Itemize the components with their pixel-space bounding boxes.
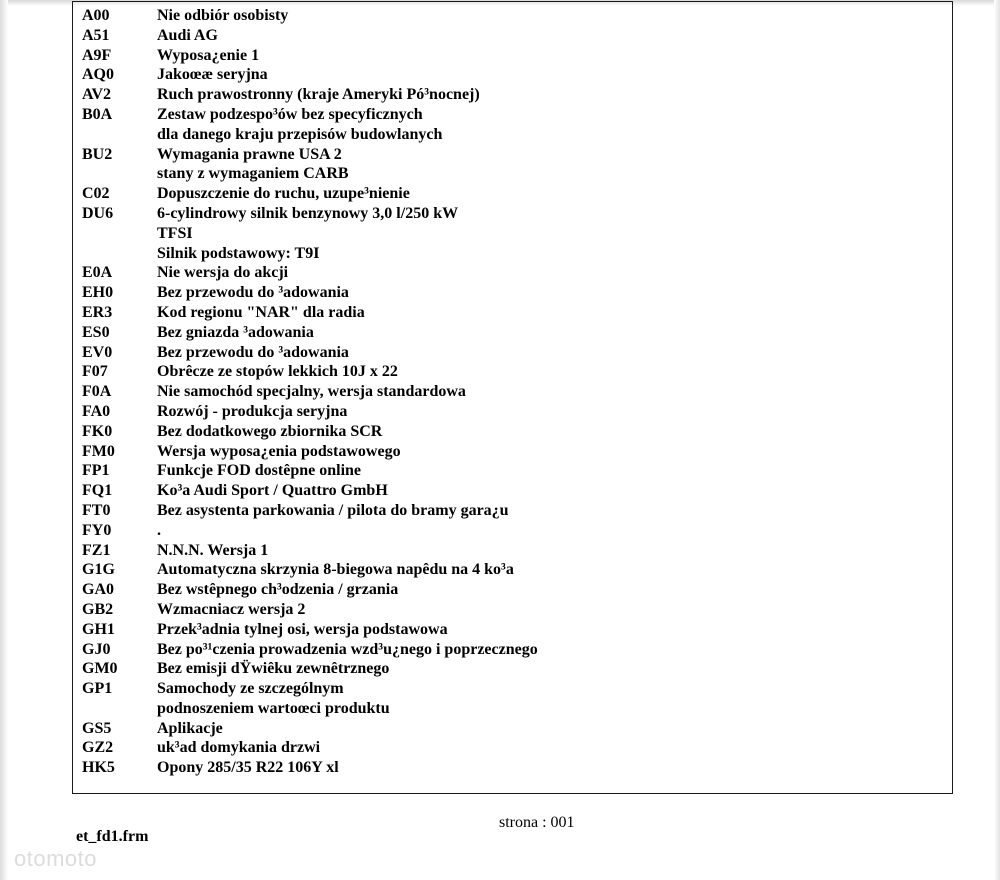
option-code: F0A (82, 383, 112, 401)
description-line: Ruch prawostronny (kraje Ameryki Pó³nocnej) (157, 86, 480, 104)
description-line: Wzmacniacz wersja 2 (157, 600, 306, 618)
filename-footer: et_fd1.frm (76, 828, 149, 845)
option-code: F07 (82, 363, 108, 381)
option-description (157, 560, 514, 580)
option-code: HK5 (82, 759, 115, 777)
option-code: ER3 (82, 303, 113, 321)
list-item (82, 184, 538, 204)
option-code: DU6 (82, 204, 114, 222)
list-item (82, 640, 538, 660)
list-item (82, 382, 538, 402)
description-line: Jakoœæ seryjna (157, 66, 268, 84)
description-line: dla danego kraju przepisów budowlanych (157, 125, 443, 143)
option-description (157, 402, 347, 422)
option-code: A51 (82, 26, 110, 44)
list-item (82, 738, 538, 758)
option-code: E0A (82, 264, 113, 282)
option-code: AV2 (82, 86, 112, 104)
option-description (157, 382, 466, 402)
description-line: Wymagania prawne USA 2 (157, 145, 342, 163)
description-line: Zestaw podzespo³ów bez specyficznych (157, 105, 423, 123)
description-line: Bez wstêpnego ch³odzenia / grzania (157, 581, 399, 599)
description-line: Bez emisji dŸwiêku zewnêtrznego (157, 660, 390, 678)
page-edge-left (0, 0, 8, 880)
list-item (82, 105, 538, 145)
list-item (82, 323, 538, 343)
option-description (157, 580, 398, 600)
page-number: strona : 001 (499, 814, 575, 831)
option-description (157, 323, 314, 343)
option-code: G1G (82, 561, 115, 579)
option-code: EH0 (82, 284, 114, 302)
option-code: GB2 (82, 600, 114, 618)
option-description (157, 6, 288, 26)
option-code: GA0 (82, 581, 114, 599)
list-item (82, 600, 538, 620)
description-line: Bez po³¹czenia prowadzenia wzd³u¿nego i poprzecznego (157, 640, 538, 658)
description-line: Audi AG (157, 26, 218, 44)
description-line: Aplikacje (157, 719, 223, 737)
description-line: Nie samochód specjalny, wersja standardowa (157, 383, 466, 401)
description-line: podnoszeniem wartoœci produktu (157, 699, 390, 717)
description-line: 6-cylindrowy silnik benzynowy 3,0 l/250 kW (157, 204, 459, 222)
list-item (82, 679, 538, 719)
description-line: Bez dodatkowego zbiornika SCR (157, 422, 383, 440)
description-line: N.N.N. Wersja 1 (157, 541, 269, 559)
description-line: Wersja wyposa¿enia podstawowego (157, 442, 401, 460)
description-line: stany z wymaganiem CARB (157, 165, 349, 183)
option-description (157, 46, 259, 66)
list-item (82, 402, 538, 422)
list-item (82, 26, 538, 46)
list-item (82, 362, 538, 382)
option-description (157, 501, 509, 521)
option-description (157, 422, 382, 442)
description-line: Ko³a Audi Sport / Quattro GmbH (157, 482, 388, 500)
option-code: GS5 (82, 719, 112, 737)
list-item (82, 501, 538, 521)
option-description (157, 600, 305, 620)
page-edge-right (994, 0, 1000, 880)
option-description (157, 184, 410, 204)
description-line: Silnik podstawowy: T9I (157, 244, 320, 262)
option-code: FK0 (82, 422, 113, 440)
option-description (157, 738, 320, 758)
option-description (157, 758, 339, 778)
option-description (157, 679, 390, 719)
list-item (82, 560, 538, 580)
description-line: Wyposa¿enie 1 (157, 46, 260, 64)
list-item (82, 442, 538, 462)
description-line: Obrêcze ze stopów lekkich 10J x 22 (157, 363, 398, 381)
description-line: Przek³adnia tylnej osi, wersja podstawowa (157, 620, 448, 638)
option-code: FY0 (82, 521, 112, 539)
option-code: FA0 (82, 402, 111, 420)
list-item (82, 659, 538, 679)
option-description (157, 263, 288, 283)
option-description (157, 85, 480, 105)
description-line: Bez gniazda ³adowania (157, 323, 314, 341)
option-code: A9F (82, 46, 112, 64)
description-line: . (157, 521, 161, 539)
list-item (82, 541, 538, 561)
list-item (82, 758, 538, 778)
equipment-code-list (82, 6, 538, 778)
list-item (82, 85, 538, 105)
description-line: Kod regionu "NAR" dla radia (157, 303, 365, 321)
option-description (157, 659, 389, 679)
option-description (157, 65, 268, 85)
option-description (157, 640, 538, 660)
description-line: Dopuszczenie do ruchu, uzupe³nienie (157, 185, 410, 203)
option-code: C02 (82, 185, 110, 203)
option-code: AQ0 (82, 66, 114, 84)
option-description (157, 541, 268, 561)
list-item (82, 303, 538, 323)
list-item (82, 283, 538, 303)
description-line: Rozwój - produkcja seryjna (157, 402, 348, 420)
option-description (157, 362, 398, 382)
list-item (82, 145, 538, 185)
option-code: FM0 (82, 442, 115, 460)
list-item (82, 65, 538, 85)
list-item (82, 461, 538, 481)
list-item (82, 719, 538, 739)
list-item (82, 343, 538, 363)
option-code: FP1 (82, 462, 110, 480)
list-item (82, 521, 538, 541)
list-item (82, 620, 538, 640)
description-line: Samochody ze szczególnym (157, 680, 344, 698)
list-item (82, 481, 538, 501)
option-description (157, 26, 218, 46)
option-description (157, 521, 161, 541)
option-description (157, 481, 388, 501)
option-code: A00 (82, 7, 110, 24)
option-description (157, 105, 442, 145)
list-item (82, 204, 538, 263)
option-description (157, 343, 349, 363)
list-item (82, 263, 538, 283)
option-description (157, 461, 361, 481)
option-code: BU2 (82, 145, 113, 163)
option-code: GJ0 (82, 640, 111, 658)
option-code: GH1 (82, 620, 115, 638)
option-description (157, 204, 458, 263)
option-code: GZ2 (82, 739, 114, 757)
description-line: Automatyczna skrzynia 8-biegowa napêdu na 4 ko³a (157, 561, 514, 579)
description-line: Nie wersja do akcji (157, 264, 289, 282)
description-line: Nie odbiór osobisty (157, 7, 289, 24)
option-description (157, 719, 223, 739)
option-description (157, 145, 349, 185)
option-code: FT0 (82, 501, 111, 519)
option-code: GP1 (82, 680, 113, 698)
option-code: FZ1 (82, 541, 111, 559)
option-code: ES0 (82, 323, 110, 341)
description-line: Bez przewodu do ³adowania (157, 284, 349, 302)
list-item (82, 6, 538, 26)
list-item (82, 580, 538, 600)
option-description (157, 442, 401, 462)
option-code: FQ1 (82, 482, 113, 500)
watermark-logo: otomoto (14, 846, 97, 871)
option-code: B0A (82, 105, 113, 123)
option-description (157, 303, 365, 323)
option-code: GM0 (82, 660, 118, 678)
description-line: Bez asystenta parkowania / pilota do bramy gara¿u (157, 501, 509, 519)
list-item (82, 46, 538, 66)
list-item (82, 422, 538, 442)
option-description (157, 620, 448, 640)
option-code: EV0 (82, 343, 113, 361)
option-description (157, 283, 349, 303)
description-line: Funkcje FOD dostêpne online (157, 462, 362, 480)
description-line: Opony 285/35 R22 106Y xl (157, 759, 339, 777)
description-line: Bez przewodu do ³adowania (157, 343, 349, 361)
description-line: TFSI (157, 224, 193, 242)
description-line: uk³ad domykania drzwi (157, 739, 321, 757)
